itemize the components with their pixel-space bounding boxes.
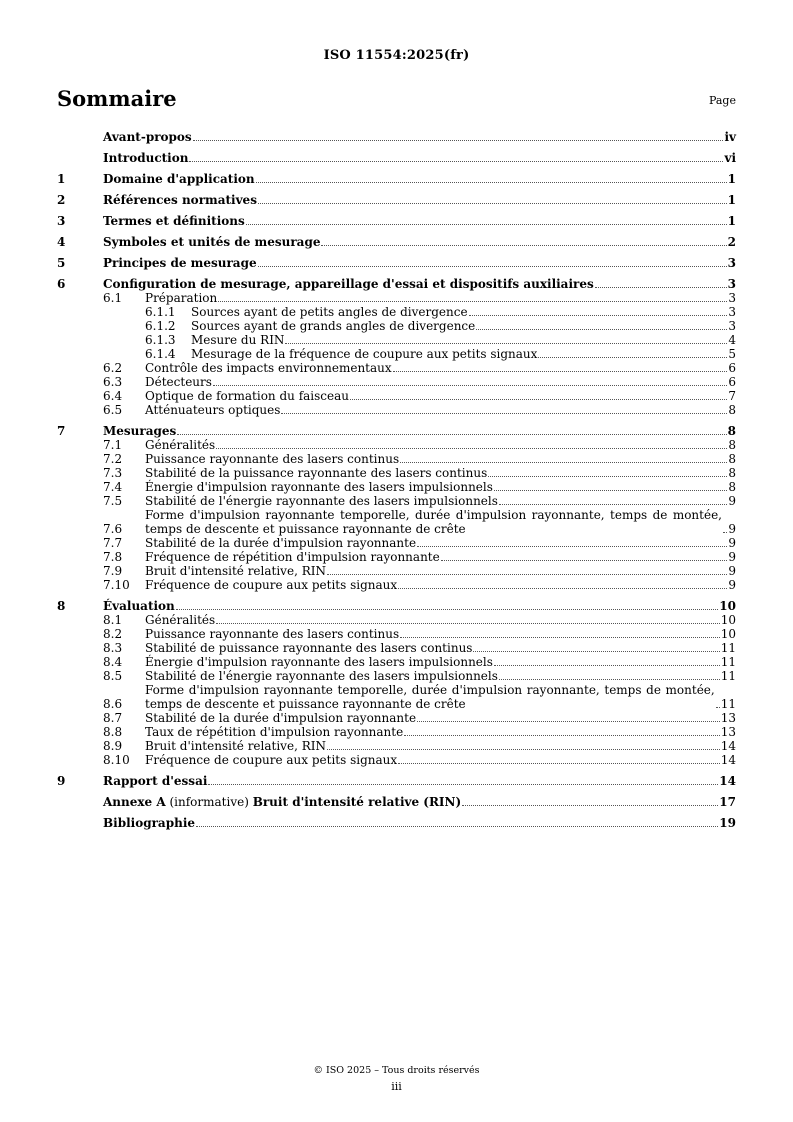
toc-entry-title: Forme d'impulsion rayonnante temporelle, durée d'impulsion rayonnante, temps de montée, temps de descente et puissance rayonnante de crête — [145, 508, 722, 536]
toc-entry-page: 6 — [728, 361, 736, 375]
toc-entry-page: iv — [724, 130, 736, 144]
toc-entry[interactable] — [57, 375, 736, 389]
dot-leader — [189, 161, 723, 162]
toc-entry-number: 7.8 — [103, 550, 123, 564]
toc-entry-title: Fréquence de coupure aux petits signaux — [145, 753, 398, 767]
toc-entry-title: Références normatives — [103, 193, 257, 207]
toc-entry-page: 8 — [727, 424, 736, 438]
toc-entry[interactable] — [57, 480, 736, 494]
toc-entry-page: vi — [724, 151, 736, 165]
dot-leader — [177, 434, 726, 435]
dot-leader — [208, 784, 718, 785]
toc-entry-title: Stabilité de puissance rayonnante des lasers continus — [145, 641, 473, 655]
toc-entry[interactable] — [57, 347, 736, 361]
toc-entry-number: 3 — [57, 214, 66, 228]
toc-entry-number: 7.3 — [103, 466, 123, 480]
toc-entry[interactable] — [57, 627, 736, 641]
toc-entry-title: Stabilité de la durée d'impulsion rayonnante — [145, 711, 417, 725]
toc-entry[interactable] — [57, 438, 736, 452]
toc-entry-title: Stabilité de l'énergie rayonnante des lasers impulsionnels — [145, 669, 498, 683]
toc-entry-page: 9 — [728, 550, 736, 564]
page-number: iii — [391, 1080, 402, 1093]
toc-entry[interactable] — [57, 536, 736, 550]
toc-entry-page: 11 — [720, 669, 736, 683]
dot-leader — [218, 301, 727, 302]
toc-entry-title: Stabilité de la durée d'impulsion rayonnante — [145, 536, 417, 550]
toc-entry-page: 8 — [728, 480, 736, 494]
toc-entry-number: 6.1.4 — [145, 347, 176, 361]
toc-entry-page: 5 — [728, 347, 736, 361]
toc-entry-page: 3 — [728, 319, 736, 333]
toc-entry[interactable] — [57, 151, 736, 165]
toc-entry[interactable] — [57, 256, 736, 270]
toc-entry-title: Optique de formation du faisceau — [145, 389, 349, 403]
toc-entry-number: 8.3 — [103, 641, 123, 655]
toc-entry-title: Atténuateurs optiques — [145, 403, 281, 417]
toc-entry[interactable] — [57, 725, 736, 739]
dot-leader — [499, 504, 727, 505]
dot-leader — [417, 721, 720, 722]
toc-entry-title: Mesure du RIN — [191, 333, 285, 347]
copyright-footer: © ISO 2025 – Tous droits réservés — [313, 1065, 480, 1076]
toc-entry-page: 19 — [719, 816, 736, 830]
toc-entry[interactable] — [57, 130, 736, 144]
toc-entry-title: Bibliographie — [103, 816, 196, 830]
toc-entry[interactable] — [57, 795, 736, 809]
dot-leader — [213, 385, 727, 386]
toc-entry-number: 7.6 — [103, 522, 123, 536]
toc-entry-title: Configuration de mesurage, appareillage d'essai et dispositifs auxiliaires — [103, 277, 594, 291]
toc-entry-title: Principes de mesurage — [103, 256, 257, 270]
toc-entry-number: 8 — [57, 599, 66, 613]
toc-entry-page: 13 — [720, 725, 736, 739]
toc-entry-title: Rapport d'essai — [103, 774, 208, 788]
toc-entry-number: 7.9 — [103, 564, 123, 578]
toc-entry-page: 11 — [720, 655, 736, 669]
toc-entry-number: 7.5 — [103, 494, 123, 508]
toc-entry-title: Mesurages — [103, 424, 177, 438]
dot-leader — [488, 476, 727, 477]
dot-leader — [469, 315, 727, 316]
toc-entry-number: 7.7 — [103, 536, 123, 550]
dot-leader — [281, 413, 727, 414]
toc-entry-title: Énergie d'impulsion rayonnante des lasers impulsionnels — [145, 480, 493, 494]
toc-entry-number: 6.1.3 — [145, 333, 176, 347]
toc-entry-title: Domaine d'application — [103, 172, 255, 186]
toc-entry-number: 6.3 — [103, 375, 123, 389]
toc-entry-title: Généralités — [145, 613, 216, 627]
toc-entry[interactable] — [57, 816, 736, 830]
annex-type: (informative) — [165, 795, 253, 809]
dot-leader — [400, 637, 720, 638]
dot-leader — [398, 763, 720, 764]
toc-entry[interactable] — [57, 172, 736, 186]
table-of-contents — [57, 130, 736, 830]
toc-entry-number: 8.2 — [103, 627, 123, 641]
toc-entry-page: 3 — [727, 277, 736, 291]
toc-entry-number: 6.1.1 — [145, 305, 176, 319]
dot-leader — [400, 462, 727, 463]
toc-entry[interactable] — [57, 214, 736, 228]
toc-entry-title: Sources ayant de petits angles de divergence — [191, 305, 468, 319]
toc-entry-number: 7.10 — [103, 578, 130, 592]
toc-entry-title: Fréquence de coupure aux petits signaux — [145, 578, 398, 592]
toc-entry[interactable] — [57, 711, 736, 725]
dot-leader — [258, 203, 727, 204]
toc-entry-number: 6 — [57, 277, 66, 291]
toc-entry-title: Forme d'impulsion rayonnante temporelle, durée d'impulsion rayonnante, temps de montée, temps de descente et puissance rayonnante de crête — [145, 683, 715, 711]
toc-entry[interactable] — [57, 669, 736, 683]
toc-entry-number: 8.5 — [103, 669, 123, 683]
toc-entry-page: 8 — [728, 452, 736, 466]
toc-entry-number: 6.2 — [103, 361, 123, 375]
toc-entry-title — [103, 795, 461, 809]
dot-leader — [499, 679, 720, 680]
dot-leader — [595, 287, 727, 288]
toc-entry[interactable] — [57, 333, 736, 347]
toc-entry-title: Généralités — [145, 438, 216, 452]
toc-entry[interactable] — [57, 305, 736, 319]
toc-entry-page: 10 — [719, 599, 736, 613]
toc-entry[interactable] — [57, 193, 736, 207]
toc-entry[interactable] — [57, 578, 736, 592]
toc-entry-page: 1 — [727, 214, 736, 228]
toc-entry-number: 5 — [57, 256, 66, 270]
toc-entry[interactable] — [57, 683, 736, 711]
toc-entry-title: Puissance rayonnante des lasers continus — [145, 452, 400, 466]
dot-leader — [494, 665, 720, 666]
toc-entry-page: 9 — [728, 564, 736, 578]
toc-entry-page: 14 — [719, 774, 736, 788]
toc-entry-title: Termes et définitions — [103, 214, 245, 228]
toc-entry[interactable] — [57, 494, 736, 508]
toc-entry-number: 7.2 — [103, 452, 123, 466]
toc-entry[interactable] — [57, 277, 736, 291]
toc-entry-number: 6.5 — [103, 403, 123, 417]
toc-entry-page: 7 — [728, 389, 736, 403]
toc-entry-page: 14 — [720, 739, 736, 753]
dot-leader — [350, 399, 727, 400]
toc-entry-page: 9 — [728, 522, 736, 536]
toc-entry-title: Introduction — [103, 151, 189, 165]
annex-title: Bruit d'intensité relative (RIN) — [252, 795, 462, 809]
toc-entry-number: 8.8 — [103, 725, 123, 739]
dot-leader — [398, 588, 727, 589]
toc-entry-page: 11 — [720, 641, 736, 655]
toc-entry-number: 2 — [57, 193, 66, 207]
toc-entry-number: 8.1 — [103, 613, 123, 627]
toc-entry[interactable] — [57, 424, 736, 438]
toc-entry-page: 8 — [728, 438, 736, 452]
toc-entry-number: 6.1 — [103, 291, 123, 305]
dot-leader — [716, 707, 720, 708]
toc-entry-number: 4 — [57, 235, 66, 249]
toc-entry[interactable] — [57, 508, 736, 536]
toc-entry-page: 10 — [720, 627, 736, 641]
dot-leader — [462, 805, 718, 806]
toc-entry-number: 8.4 — [103, 655, 123, 669]
toc-entry-number: 8.7 — [103, 711, 123, 725]
toc-entry[interactable] — [57, 564, 736, 578]
toc-entry-page: 13 — [720, 711, 736, 725]
dot-leader — [216, 623, 720, 624]
toc-entry[interactable] — [57, 235, 736, 249]
toc-entry-page: 9 — [728, 536, 736, 550]
toc-entry[interactable] — [57, 613, 736, 627]
toc-entry[interactable] — [57, 319, 736, 333]
toc-entry[interactable] — [57, 452, 736, 466]
page-title: Sommaire — [57, 86, 177, 111]
toc-entry-title: Mesurage de la fréquence de coupure aux petits signaux — [191, 347, 538, 361]
document-header: ISO 11554:2025(fr) — [323, 48, 470, 63]
toc-entry-title: Détecteurs — [145, 375, 212, 389]
toc-entry-number: 7.1 — [103, 438, 123, 452]
dot-leader — [723, 532, 727, 533]
toc-entry-number: 1 — [57, 172, 66, 186]
dot-leader — [246, 224, 727, 225]
toc-entry-title: Avant-propos — [103, 130, 192, 144]
title-row — [57, 86, 736, 116]
dot-leader — [494, 490, 727, 491]
toc-entry[interactable] — [57, 774, 736, 788]
toc-entry-title: Symboles et unités de mesurage — [103, 235, 321, 249]
dot-leader — [404, 735, 720, 736]
dot-leader — [538, 357, 727, 358]
page-column-label: Page — [708, 94, 736, 107]
dot-leader — [285, 343, 727, 344]
toc-entry-page: 14 — [720, 753, 736, 767]
toc-entry-page: 4 — [728, 333, 736, 347]
dot-leader — [196, 826, 718, 827]
toc-entry-number: 8.10 — [103, 753, 130, 767]
toc-entry-title: Stabilité de la puissance rayonnante des lasers continus — [145, 466, 488, 480]
toc-entry-title: Préparation — [145, 291, 218, 305]
toc-entry-page: 6 — [728, 375, 736, 389]
toc-entry-title: Bruit d'intensité relative, RIN — [145, 564, 326, 578]
toc-entry-page: 9 — [728, 494, 736, 508]
toc-entry[interactable] — [57, 403, 736, 417]
dot-leader — [476, 329, 727, 330]
annex-label: Annexe A — [103, 795, 166, 809]
dot-leader — [321, 245, 726, 246]
toc-entry-title: Contrôle des impacts environnementaux — [145, 361, 392, 375]
dot-leader — [327, 574, 727, 575]
dot-leader — [258, 266, 727, 267]
toc-entry[interactable] — [57, 739, 736, 753]
dot-leader — [473, 651, 719, 652]
toc-entry-page: 11 — [720, 697, 736, 711]
toc-entry-title: Taux de répétition d'impulsion rayonnante — [145, 725, 404, 739]
toc-entry-number: 6.1.2 — [145, 319, 176, 333]
toc-entry[interactable] — [57, 655, 736, 669]
toc-entry[interactable] — [57, 291, 736, 305]
toc-entry-title: Évaluation — [103, 599, 175, 613]
toc-entry-page: 17 — [719, 795, 736, 809]
toc-entry-number: 6.4 — [103, 389, 123, 403]
toc-entry-title: Stabilité de l'énergie rayonnante des lasers impulsionnels — [145, 494, 498, 508]
dot-leader — [417, 546, 727, 547]
dot-leader — [193, 140, 724, 141]
toc-entry-number: 7.4 — [103, 480, 123, 494]
toc-entry-page: 1 — [727, 193, 736, 207]
toc-entry-page: 3 — [728, 305, 736, 319]
toc-entry[interactable] — [57, 641, 736, 655]
toc-entry-page: 3 — [728, 291, 736, 305]
toc-entry-page: 8 — [728, 403, 736, 417]
toc-entry[interactable] — [57, 599, 736, 613]
toc-entry-page: 9 — [728, 578, 736, 592]
toc-entry-number: 8.9 — [103, 739, 123, 753]
dot-leader — [441, 560, 727, 561]
toc-entry-title: Puissance rayonnante des lasers continus — [145, 627, 400, 641]
toc-entry-number: 8.6 — [103, 697, 123, 711]
dot-leader — [176, 609, 719, 610]
toc-entry-page: 8 — [728, 466, 736, 480]
toc-entry-number: 9 — [57, 774, 66, 788]
toc-entry-page: 10 — [720, 613, 736, 627]
toc-entry-page: 1 — [727, 172, 736, 186]
toc-entry-title: Bruit d'intensité relative, RIN — [145, 739, 326, 753]
toc-entry-title: Énergie d'impulsion rayonnante des lasers impulsionnels — [145, 655, 493, 669]
toc-entry[interactable] — [57, 550, 736, 564]
toc-entry-page: 3 — [727, 256, 736, 270]
toc-entry[interactable] — [57, 361, 736, 375]
dot-leader — [216, 448, 727, 449]
dot-leader — [393, 371, 727, 372]
toc-entry[interactable] — [57, 753, 736, 767]
toc-entry-title: Fréquence de répétition d'impulsion rayonnante — [145, 550, 440, 564]
toc-entry-title: Sources ayant de grands angles de divergence — [191, 319, 476, 333]
dot-leader — [327, 749, 720, 750]
toc-entry-number: 7 — [57, 424, 66, 438]
toc-entry[interactable] — [57, 466, 736, 480]
dot-leader — [256, 182, 727, 183]
toc-entry-page: 2 — [727, 235, 736, 249]
toc-entry[interactable] — [57, 389, 736, 403]
